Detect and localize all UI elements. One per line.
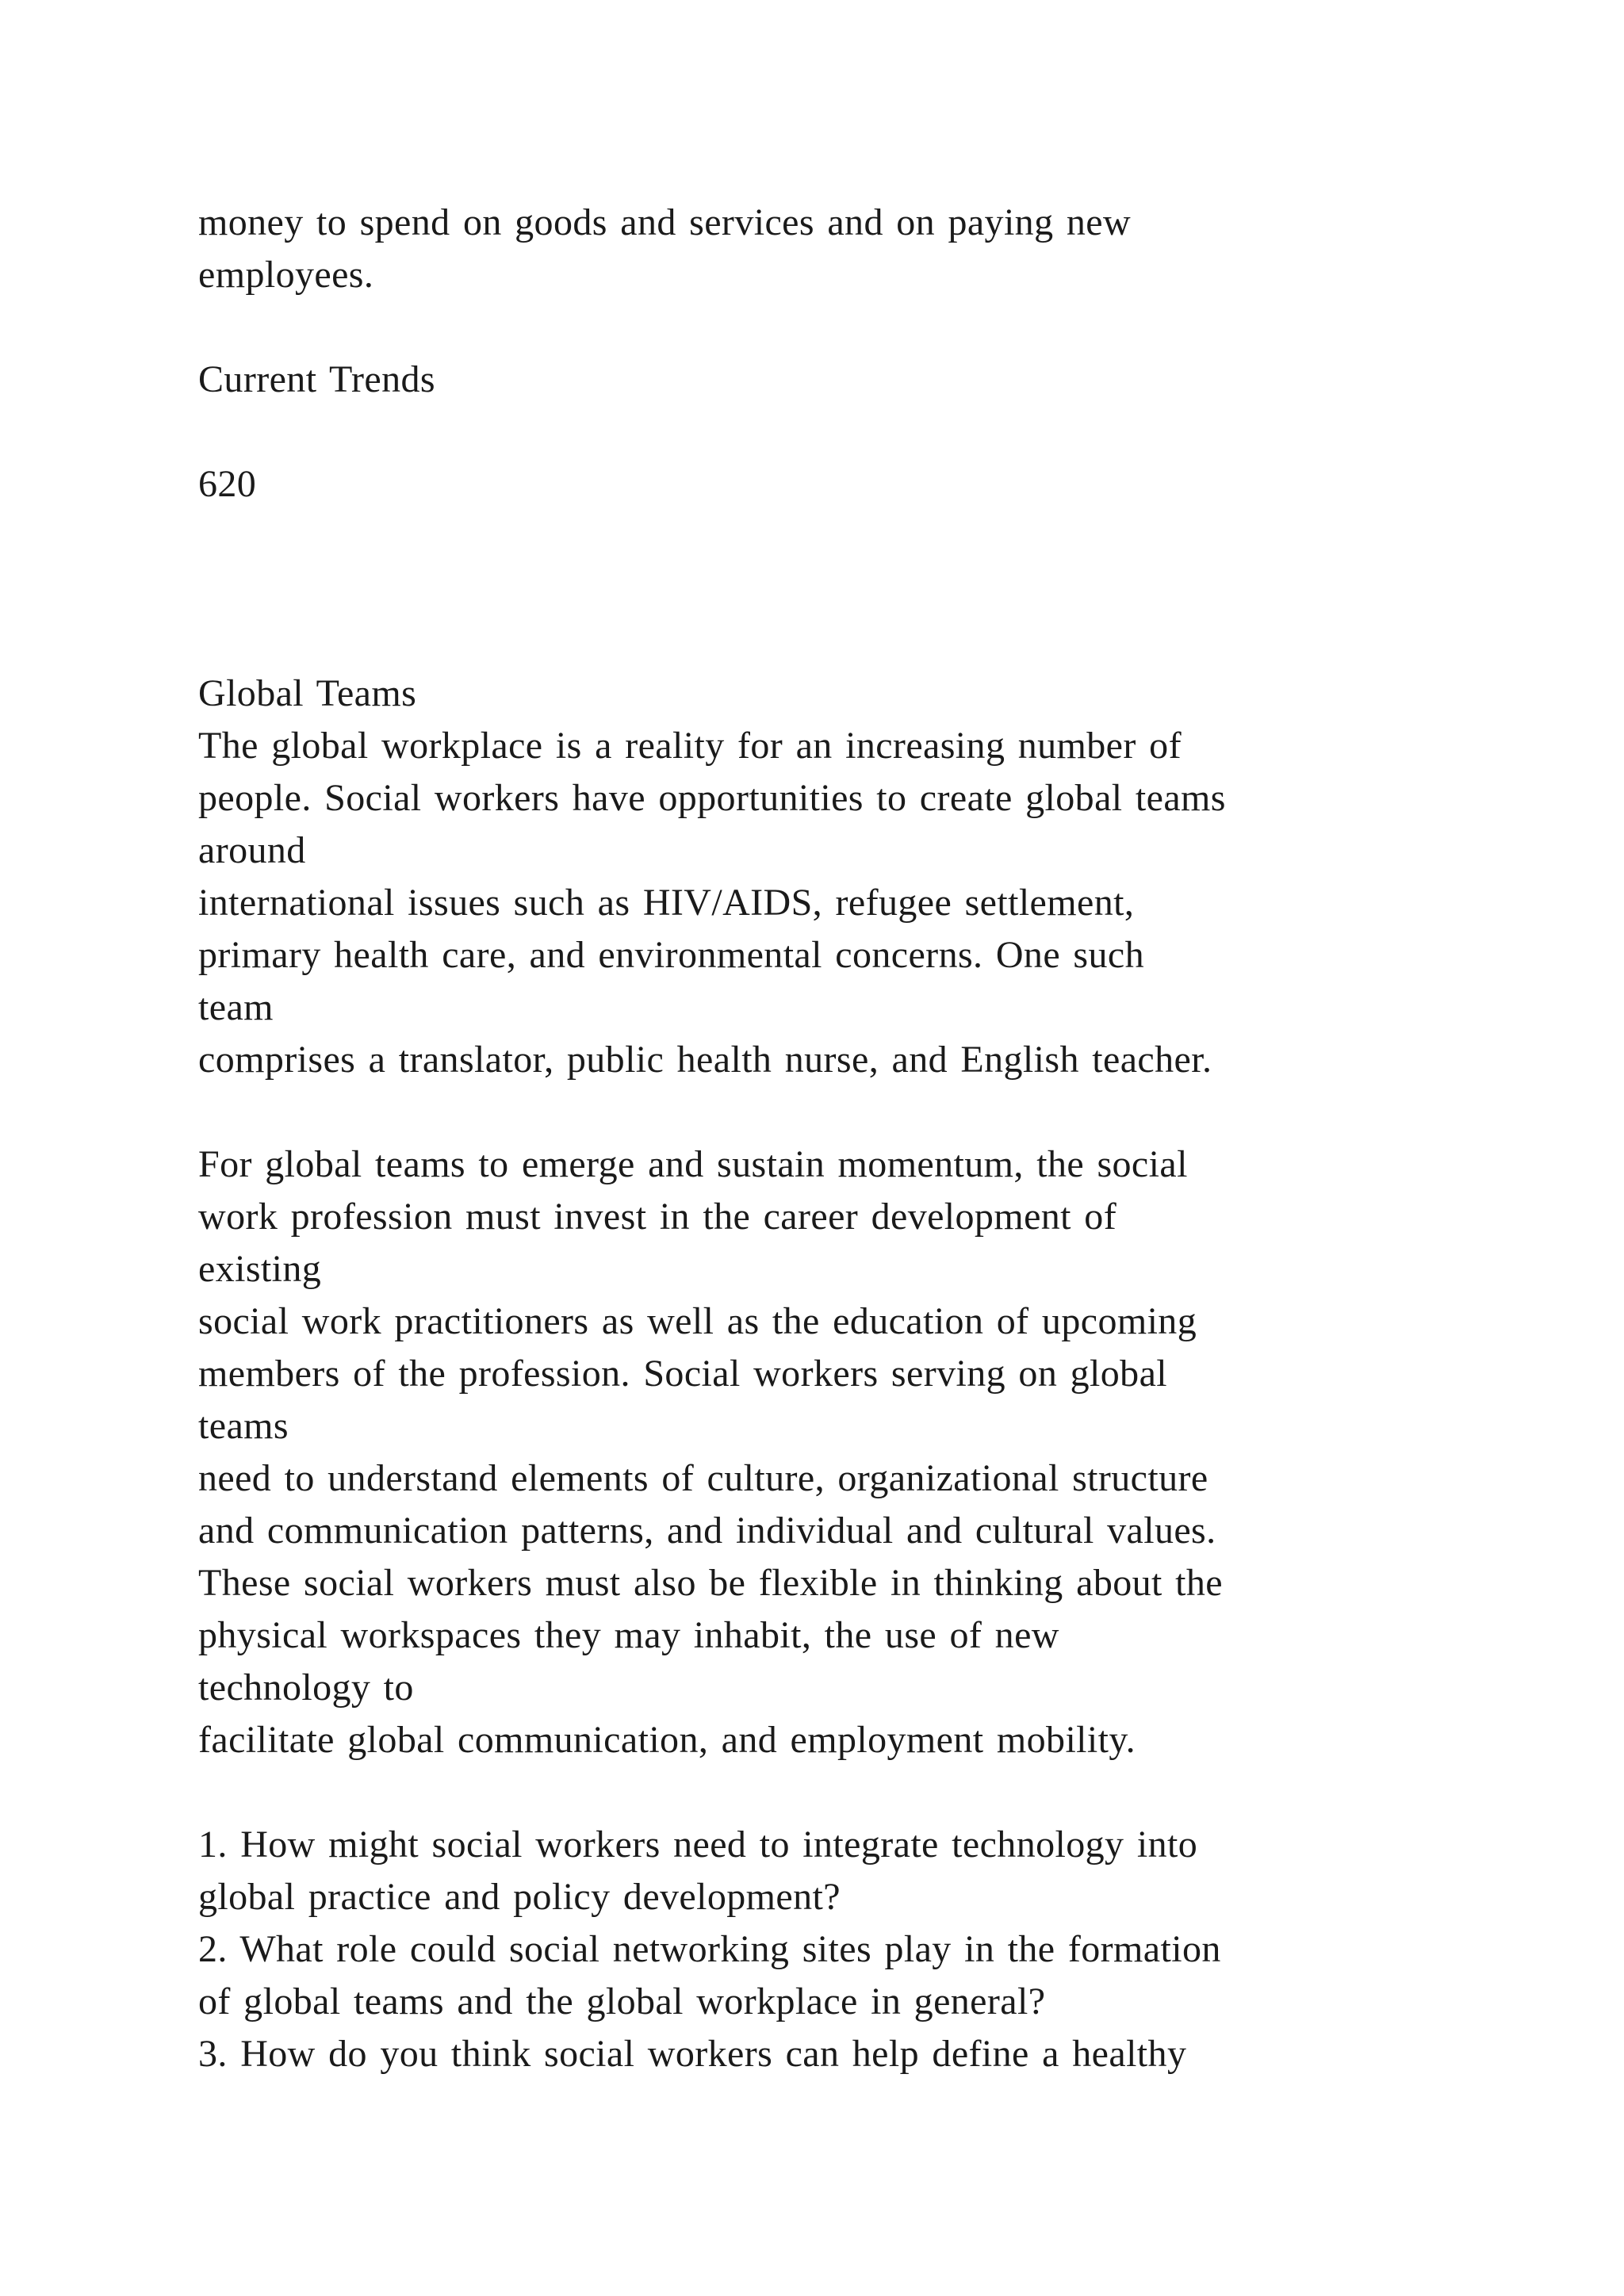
paragraph-line: comprises a translator, public health nurse, and English teacher. xyxy=(198,1039,1212,1081)
paragraph-line: technology to xyxy=(198,1667,414,1709)
paragraph-line: The global workplace is a reality for an increasing number of xyxy=(198,725,1182,767)
paragraph-line: physical workspaces they may inhabit, the use of new xyxy=(198,1614,1059,1656)
paragraph-line: existing xyxy=(198,1248,322,1290)
paragraph-line: social work practitioners as well as the education of upcoming xyxy=(198,1300,1197,1342)
paragraph-line: people. Social workers have opportunities to create global teams xyxy=(198,777,1226,819)
paragraph-line: primary health care, and environmental concerns. One such xyxy=(198,934,1145,976)
section-title: Global Teams xyxy=(198,672,417,714)
question-line: of global teams and the global workplace in general? xyxy=(198,1980,1046,2022)
intro-line: employees. xyxy=(198,254,374,296)
paragraph-line: facilitate global communication, and employment mobility. xyxy=(198,1719,1136,1761)
intro-line: money to spend on goods and services and on paying new xyxy=(198,201,1132,243)
page-number: 620 xyxy=(198,463,257,505)
paragraph-line: teams xyxy=(198,1405,289,1447)
question-line: global practice and policy development? xyxy=(198,1876,841,1918)
question-line: 3. How do you think social workers can help define a healthy xyxy=(198,2033,1187,2075)
question-line: 1. How might social workers need to integrate technology into xyxy=(198,1823,1198,1866)
paragraph-line: around xyxy=(198,829,306,871)
paragraph-line: team xyxy=(198,986,274,1028)
paragraph-line: need to understand elements of culture, organizational structure xyxy=(198,1457,1208,1499)
paragraph-line: For global teams to emerge and sustain momentum, the social xyxy=(198,1143,1188,1185)
paragraph-line: work profession must invest in the career development of xyxy=(198,1196,1117,1238)
question-line: 2. What role could social networking sites play in the formation xyxy=(198,1928,1221,1970)
paragraph-line: and communication patterns, and individual and cultural values. xyxy=(198,1510,1216,1552)
running-header: Current Trends xyxy=(198,358,435,400)
paragraph-line: international issues such as HIV/AIDS, refugee settlement, xyxy=(198,882,1135,924)
paragraph-line: members of the profession. Social workers serving on global xyxy=(198,1353,1168,1395)
paragraph-line: These social workers must also be flexible in thinking about the xyxy=(198,1562,1223,1604)
